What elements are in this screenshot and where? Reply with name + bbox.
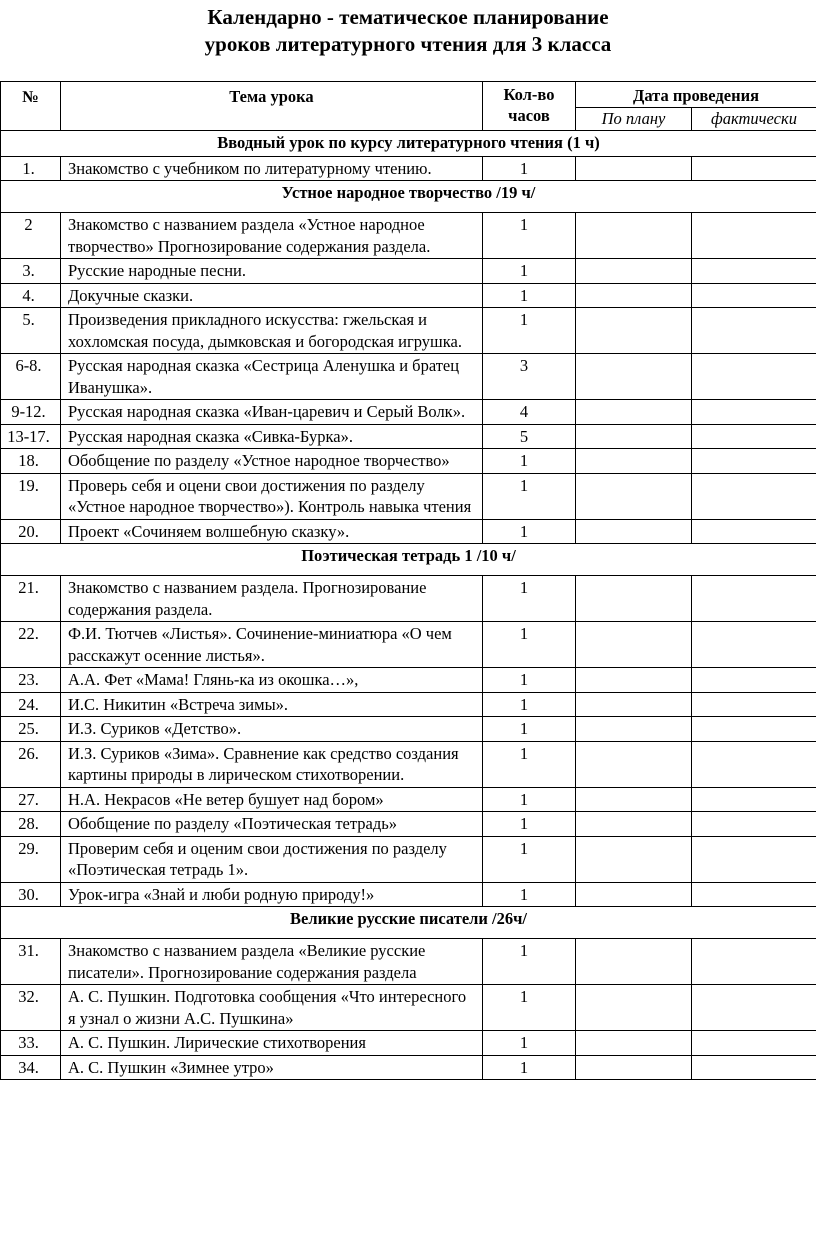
table-row (1, 668, 816, 693)
date-plan-cell (576, 576, 692, 622)
lesson-number: 30. (1, 882, 61, 907)
header-topic: Тема урока (61, 82, 483, 131)
lesson-number: 3. (1, 259, 61, 284)
date-fact-cell (692, 424, 816, 449)
lesson-hours: 1 (483, 985, 576, 1031)
lesson-hours: 1 (483, 668, 576, 693)
date-fact-cell (692, 576, 816, 622)
date-fact-cell (692, 668, 816, 693)
lesson-topic: Докучные сказки. (61, 283, 483, 308)
lesson-number: 32. (1, 985, 61, 1031)
lesson-topic: Обобщение по разделу «Поэтическая тетрадь» (61, 812, 483, 837)
date-fact-cell (692, 308, 816, 354)
title-line-1: Календарно - тематическое планирование (207, 5, 609, 29)
lesson-topic: И.З. Суриков «Детство». (61, 717, 483, 742)
date-fact-cell (692, 985, 816, 1031)
date-plan-cell (576, 692, 692, 717)
table-body (1, 131, 816, 1080)
lesson-hours: 1 (483, 717, 576, 742)
lesson-hours: 1 (483, 519, 576, 544)
lesson-hours: 1 (483, 939, 576, 985)
lesson-hours: 1 (483, 741, 576, 787)
lesson-plan-table (0, 81, 816, 1080)
date-plan-cell (576, 308, 692, 354)
lesson-hours: 1 (483, 308, 576, 354)
lesson-hours: 1 (483, 622, 576, 668)
lesson-number: 2 (1, 213, 61, 259)
date-plan-cell (576, 259, 692, 284)
section-row (1, 131, 816, 157)
table-row (1, 1055, 816, 1080)
lesson-topic: Н.А. Некрасов «Не ветер бушует над бором» (61, 787, 483, 812)
date-fact-cell (692, 519, 816, 544)
date-plan-cell (576, 812, 692, 837)
lesson-number: 6-8. (1, 354, 61, 400)
lesson-number: 19. (1, 473, 61, 519)
header-plan: По плану (576, 108, 692, 131)
date-plan-cell (576, 213, 692, 259)
date-fact-cell (692, 213, 816, 259)
lesson-hours: 1 (483, 787, 576, 812)
table-row (1, 882, 816, 907)
lesson-hours: 1 (483, 283, 576, 308)
lesson-hours: 1 (483, 473, 576, 519)
section-row (1, 907, 816, 939)
title-line-2: уроков литературного чтения для 3 класса (204, 32, 612, 56)
lesson-number: 25. (1, 717, 61, 742)
section-title: Поэтическая тетрадь 1 /10 ч/ (1, 544, 816, 576)
lesson-topic: Русские народные песни. (61, 259, 483, 284)
header-fact: фактически (692, 108, 816, 131)
section-row (1, 544, 816, 576)
table-row (1, 519, 816, 544)
lesson-hours: 1 (483, 1055, 576, 1080)
date-plan-cell (576, 449, 692, 474)
date-plan-cell (576, 473, 692, 519)
section-title: Великие русские писатели /26ч/ (1, 907, 816, 939)
table-row (1, 424, 816, 449)
lesson-hours: 5 (483, 424, 576, 449)
lesson-topic: Знакомство с названием раздела. Прогнозирование содержания раздела. (61, 576, 483, 622)
table-row (1, 213, 816, 259)
lesson-hours: 1 (483, 156, 576, 181)
lesson-number: 28. (1, 812, 61, 837)
date-plan-cell (576, 424, 692, 449)
date-plan-cell (576, 156, 692, 181)
date-plan-cell (576, 354, 692, 400)
lesson-number: 31. (1, 939, 61, 985)
lesson-number: 13-17. (1, 424, 61, 449)
table-row (1, 259, 816, 284)
date-fact-cell (692, 836, 816, 882)
lesson-topic: А. С. Пушкин «Зимнее утро» (61, 1055, 483, 1080)
lesson-number: 27. (1, 787, 61, 812)
date-fact-cell (692, 939, 816, 985)
table-row (1, 622, 816, 668)
date-plan-cell (576, 741, 692, 787)
lesson-number: 4. (1, 283, 61, 308)
lesson-hours: 1 (483, 576, 576, 622)
date-fact-cell (692, 692, 816, 717)
table-row (1, 717, 816, 742)
table-row (1, 1031, 816, 1056)
table-row (1, 400, 816, 425)
lesson-hours: 1 (483, 449, 576, 474)
date-plan-cell (576, 717, 692, 742)
lesson-hours: 1 (483, 213, 576, 259)
date-plan-cell (576, 882, 692, 907)
lesson-number: 26. (1, 741, 61, 787)
date-plan-cell (576, 1031, 692, 1056)
header-hours: Кол-во часов (483, 82, 576, 131)
table-row (1, 692, 816, 717)
lesson-topic: И.С. Никитин «Встреча зимы». (61, 692, 483, 717)
table-row (1, 812, 816, 837)
lesson-number: 34. (1, 1055, 61, 1080)
section-row (1, 181, 816, 213)
lesson-number: 18. (1, 449, 61, 474)
lesson-hours: 1 (483, 1031, 576, 1056)
date-fact-cell (692, 622, 816, 668)
document-title (0, 4, 816, 58)
table-row (1, 473, 816, 519)
table-row (1, 156, 816, 181)
date-fact-cell (692, 400, 816, 425)
lesson-topic: А.А. Фет «Мама! Глянь-ка из окошка…», (61, 668, 483, 693)
lesson-number: 21. (1, 576, 61, 622)
date-fact-cell (692, 1055, 816, 1080)
lesson-topic: Знакомство с названием раздела «Устное народное творчество» Прогнозирование содержания раздела. (61, 213, 483, 259)
lesson-topic: Урок-игра «Знай и люби родную природу!» (61, 882, 483, 907)
date-fact-cell (692, 473, 816, 519)
lesson-number: 20. (1, 519, 61, 544)
lesson-topic: Русская народная сказка «Иван-царевич и Серый Волк». (61, 400, 483, 425)
lesson-number: 33. (1, 1031, 61, 1056)
lesson-hours: 1 (483, 259, 576, 284)
lesson-number: 29. (1, 836, 61, 882)
table-row (1, 836, 816, 882)
header-dates: Дата проведения (576, 82, 816, 108)
lesson-hours: 1 (483, 692, 576, 717)
lesson-topic: Русская народная сказка «Сивка-Бурка». (61, 424, 483, 449)
date-plan-cell (576, 283, 692, 308)
date-plan-cell (576, 985, 692, 1031)
header-num: № (1, 82, 61, 131)
date-plan-cell (576, 1055, 692, 1080)
lesson-topic: Проект «Сочиняем волшебную сказку». (61, 519, 483, 544)
lesson-topic: А. С. Пушкин. Лирические стихотворения (61, 1031, 483, 1056)
date-plan-cell (576, 836, 692, 882)
date-fact-cell (692, 283, 816, 308)
date-plan-cell (576, 787, 692, 812)
lesson-topic: Знакомство с названием раздела «Великие русские писатели». Прогнозирование содержания раздела (61, 939, 483, 985)
date-fact-cell (692, 449, 816, 474)
date-fact-cell (692, 156, 816, 181)
table-row (1, 576, 816, 622)
table-row (1, 939, 816, 985)
lesson-topic: Проверим себя и оценим свои достижения по разделу «Поэтическая тетрадь 1». (61, 836, 483, 882)
date-fact-cell (692, 354, 816, 400)
lesson-number: 1. (1, 156, 61, 181)
table-row (1, 449, 816, 474)
lesson-number: 23. (1, 668, 61, 693)
table-row (1, 741, 816, 787)
section-title: Вводный урок по курсу литературного чтения (1 ч) (1, 131, 816, 157)
date-fact-cell (692, 717, 816, 742)
lesson-number: 22. (1, 622, 61, 668)
table-row (1, 985, 816, 1031)
date-fact-cell (692, 882, 816, 907)
lesson-number: 9-12. (1, 400, 61, 425)
lesson-topic: Произведения прикладного искусства: гжельская и хохломская посуда, дымковская и богородская игрушка. (61, 308, 483, 354)
lesson-hours: 1 (483, 812, 576, 837)
lesson-hours: 1 (483, 882, 576, 907)
table-row (1, 308, 816, 354)
lesson-topic: Русская народная сказка «Сестрица Аленушка и братец Иванушка». (61, 354, 483, 400)
lesson-number: 5. (1, 308, 61, 354)
lesson-topic: Проверь себя и оцени свои достижения по разделу «Устное народное творчество»). Контроль навыка чтения (61, 473, 483, 519)
table-row (1, 283, 816, 308)
table-row (1, 787, 816, 812)
date-fact-cell (692, 812, 816, 837)
date-plan-cell (576, 622, 692, 668)
table-row (1, 354, 816, 400)
lesson-topic: А. С. Пушкин. Подготовка сообщения «Что интересного я узнал о жизни А.С. Пушкина» (61, 985, 483, 1031)
lesson-topic: И.З. Суриков «Зима». Сравнение как средство создания картины природы в лирическом стихотворении. (61, 741, 483, 787)
date-plan-cell (576, 519, 692, 544)
date-fact-cell (692, 259, 816, 284)
lesson-hours: 4 (483, 400, 576, 425)
lesson-topic: Обобщение по разделу «Устное народное творчество» (61, 449, 483, 474)
date-fact-cell (692, 787, 816, 812)
lesson-hours: 3 (483, 354, 576, 400)
section-title: Устное народное творчество /19 ч/ (1, 181, 816, 213)
lesson-hours: 1 (483, 836, 576, 882)
date-plan-cell (576, 400, 692, 425)
date-fact-cell (692, 741, 816, 787)
date-fact-cell (692, 1031, 816, 1056)
date-plan-cell (576, 939, 692, 985)
lesson-topic: Ф.И. Тютчев «Листья». Сочинение-миниатюра «О чем расскажут осенние листья». (61, 622, 483, 668)
lesson-number: 24. (1, 692, 61, 717)
date-plan-cell (576, 668, 692, 693)
lesson-topic: Знакомство с учебником по литературному чтению. (61, 156, 483, 181)
